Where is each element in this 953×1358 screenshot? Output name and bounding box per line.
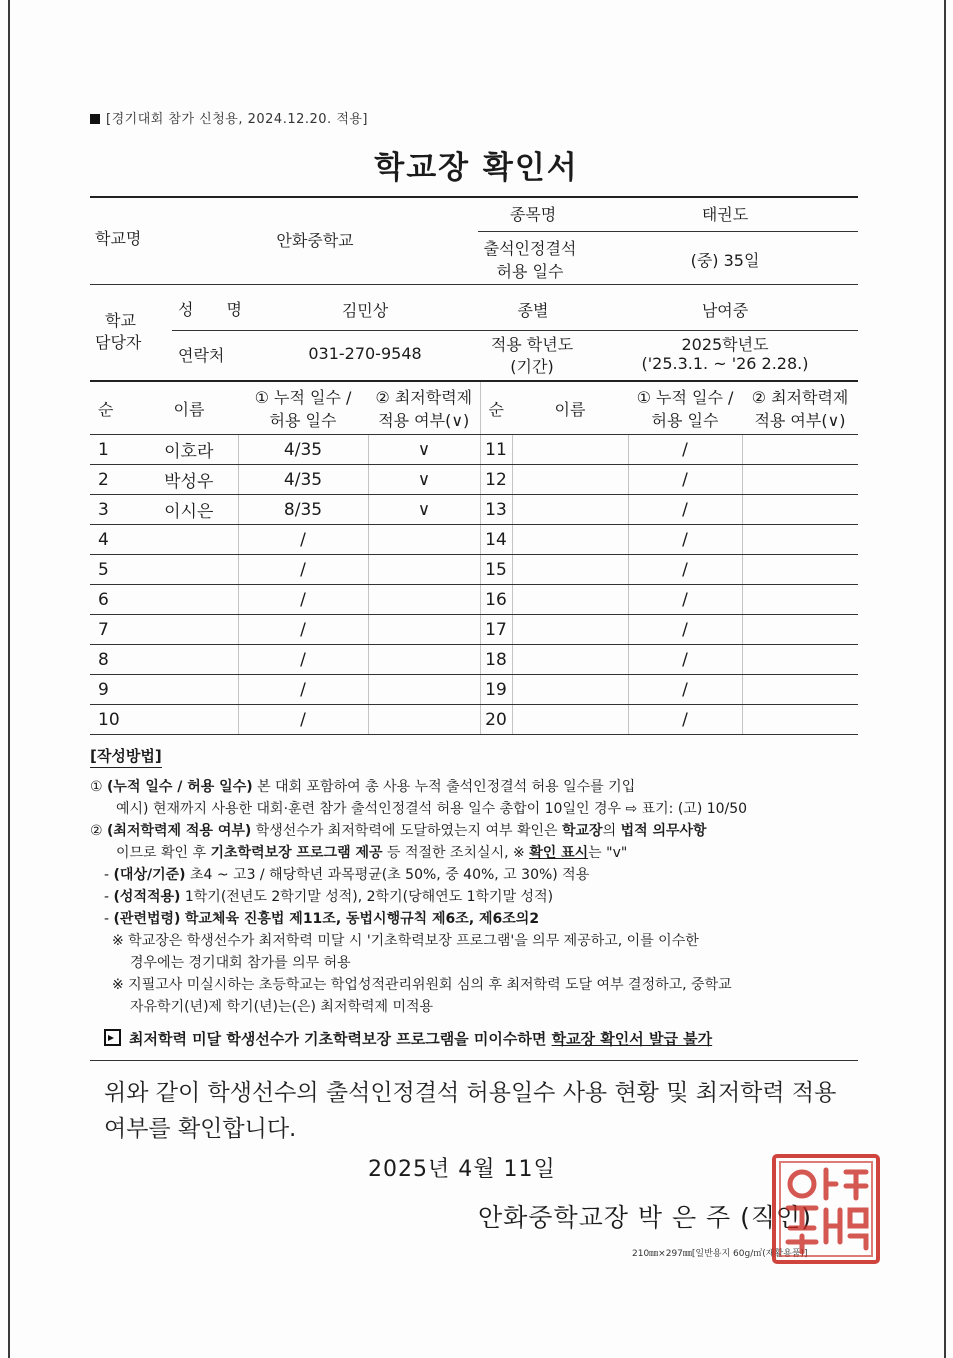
gender-label: 종별 <box>517 301 549 320</box>
table-row <box>90 435 858 465</box>
info-top-border <box>90 196 858 198</box>
col-header-no-right: 순 <box>480 381 512 435</box>
absence-days: / <box>628 615 742 645</box>
detail-3-title: (관련법령) <box>113 911 181 927</box>
min-standard-check: ∨ <box>368 495 480 525</box>
roster-header-row <box>90 381 858 435</box>
row-no: 9 <box>90 675 140 705</box>
guide-note-1b: 경우에는 경기대회 참가를 의무 허용 <box>130 955 351 971</box>
student-name <box>512 585 628 615</box>
manager-label-1: 학교 <box>105 311 136 330</box>
row-no: 6 <box>90 585 140 615</box>
student-name <box>140 585 238 615</box>
min-standard-check <box>742 495 858 525</box>
student-name <box>140 615 238 645</box>
guide-2-continued <box>90 842 860 864</box>
absence-days: / <box>238 675 368 705</box>
guide-2-program: 기초학력보장 프로그램 제공 <box>210 845 383 861</box>
row-no: 17 <box>480 615 512 645</box>
guide-2-text: 학생선수가 최저학력에 도달하였는지 여부 확인은 <box>255 823 558 839</box>
col-header-name-right: 이름 <box>512 381 628 435</box>
min-standard-check <box>368 615 480 645</box>
days-header-line-2: 허용 일수 <box>651 411 719 430</box>
allow-value: (중) 35일 <box>690 251 760 270</box>
school-label: 학교명 <box>95 229 142 248</box>
row-no: 15 <box>480 555 512 585</box>
col-header-days-right <box>628 381 742 435</box>
student-name <box>140 555 238 585</box>
min-standard-check <box>368 675 480 705</box>
col-header-name-left: 이름 <box>140 381 238 435</box>
absence-days: 8/35 <box>238 495 368 525</box>
manager-label-2: 담당자 <box>95 333 142 352</box>
min-standard-check <box>368 525 480 555</box>
row-no: 16 <box>480 585 512 615</box>
absence-days: / <box>628 555 742 585</box>
min-standard-check <box>742 615 858 645</box>
guide-2-principal: 학교장 <box>562 823 603 839</box>
allow-label-1: 출석인정결석 <box>483 239 577 258</box>
guide-note-1a: ※ 학교장은 학생선수가 최저학력 미달 시 '기초학력보장 프로그램'을 의무 제공하고, 이를 이수한 <box>112 933 699 949</box>
row-no: 19 <box>480 675 512 705</box>
table-row <box>90 615 858 645</box>
warning-emphasis: 학교장 확인서 발급 불가 <box>551 1030 713 1048</box>
row-no: 20 <box>480 705 512 735</box>
guide-2-duty: 법적 의무사항 <box>620 823 707 839</box>
row-no: 2 <box>90 465 140 495</box>
row-no: 18 <box>480 645 512 675</box>
student-name <box>512 525 628 555</box>
year-label-2: (기간) <box>510 357 554 376</box>
guide-1-text: 본 대회 포함하여 총 사용 누적 출석인정결석 허용 일수를 기입 <box>257 779 636 795</box>
circle-2-mark: ② <box>90 823 103 839</box>
min-header-line-2: 적용 여부(∨) <box>754 411 846 430</box>
year-value-2: ('25.3.1. ~ '26 2.28.) <box>641 354 809 373</box>
warning-line <box>104 1028 712 1049</box>
detail-1-title: (대상/기준) <box>113 867 186 883</box>
guide-detail-1: - (대상/기준) 초4 ~ 고3 / 해당학년 과목평균(초 50%, 중 40%, 고 30%) 적용 <box>104 867 590 883</box>
issue-date: 2025년 4월 11일 <box>368 1157 556 1182</box>
year-value-1: 2025학년도 <box>681 335 769 354</box>
absence-days: / <box>238 555 368 585</box>
table-row <box>90 645 858 675</box>
table-row <box>90 675 858 705</box>
absence-days: / <box>628 465 742 495</box>
info-divider-2 <box>90 284 858 285</box>
row-no: 3 <box>90 495 140 525</box>
row-no: 1 <box>90 435 140 465</box>
name-label: 성 명 <box>178 300 256 319</box>
event-value: 태권도 <box>701 205 749 224</box>
absence-days: / <box>238 615 368 645</box>
guide-heading: [작성방법] <box>90 745 162 768</box>
student-name <box>512 615 628 645</box>
table-row <box>90 465 858 495</box>
guide-2-title: (최저학력제 적용 여부) <box>107 823 252 839</box>
name-value: 김민상 <box>341 301 389 320</box>
info-divider-1 <box>478 231 858 232</box>
guide-1-title: (누적 일수 / 허용 일수) <box>107 779 253 795</box>
min-header-line-2: 적용 여부(∨) <box>378 411 470 430</box>
year-label-1: 적용 학년도 <box>490 335 574 354</box>
student-name <box>512 465 628 495</box>
min-standard-check <box>742 525 858 555</box>
col-header-min-left <box>368 381 480 435</box>
row-no: 13 <box>480 495 512 525</box>
guide-2-cont-c: 는 "v" <box>588 845 628 861</box>
absence-days: / <box>238 645 368 675</box>
guide-detail-3: - (관련법령) 학교체육 진흥법 제11조, 동법시행규칙 제6조, 제6조의2 <box>104 911 540 927</box>
days-header-line-1: ① 누적 일수 / <box>636 388 734 407</box>
days-header-line-2: 허용 일수 <box>269 411 337 430</box>
table-row <box>90 495 858 525</box>
arrow-box-icon <box>104 1029 121 1046</box>
contact-value: 031-270-9548 <box>308 344 422 363</box>
min-header-line-1: ② 최저학력제 <box>375 388 473 407</box>
student-name <box>140 675 238 705</box>
absence-days: / <box>628 495 742 525</box>
page-title: 학교장 확인서 <box>374 150 579 186</box>
absence-days: / <box>238 705 368 735</box>
absence-days: / <box>238 525 368 555</box>
min-header-line-1: ② 최저학력제 <box>751 388 849 407</box>
student-name <box>140 645 238 675</box>
min-standard-check <box>742 435 858 465</box>
row-no: 7 <box>90 615 140 645</box>
row-no: 12 <box>480 465 512 495</box>
absence-days: / <box>628 675 742 705</box>
school-value: 안화중학교 <box>276 231 354 250</box>
detail-2-title: (성적적용) <box>113 889 181 905</box>
table-row <box>90 525 858 555</box>
absence-days: / <box>628 525 742 555</box>
col-header-days-left <box>238 381 368 435</box>
min-standard-check <box>368 645 480 675</box>
row-no: 5 <box>90 555 140 585</box>
guide-item-2 <box>90 820 860 842</box>
header-note-text: [경기대회 참가 신청용, 2024.12.20. 적용] <box>106 112 369 127</box>
student-name: 이시은 <box>140 495 238 525</box>
guide-2-mark-label: 확인 표시 <box>529 845 589 861</box>
student-name <box>140 705 238 735</box>
detail-2-text: 1학기(전년도 2학기말 성적), 2학기(당해연도 1학기말 성적) <box>184 889 554 905</box>
row-no: 14 <box>480 525 512 555</box>
guide-2-particle: 의 <box>602 823 617 839</box>
table-row <box>90 705 858 735</box>
min-standard-check <box>742 555 858 585</box>
guide-2-cont-b: 등 적절한 조치실시, ※ <box>387 845 525 861</box>
guide-bottom-border <box>90 1060 858 1061</box>
row-no: 8 <box>90 645 140 675</box>
min-standard-check <box>742 705 858 735</box>
warning-text: 최저학력 미달 학생선수가 기초학력보장 프로그램을 미이수하면 <box>129 1030 547 1048</box>
student-name: 박성우 <box>140 465 238 495</box>
student-name <box>512 705 628 735</box>
absence-days: / <box>628 435 742 465</box>
guide-item-1 <box>90 776 860 798</box>
min-standard-check: ∨ <box>368 465 480 495</box>
writing-guide <box>90 745 860 1018</box>
student-name <box>140 525 238 555</box>
absence-days: 4/35 <box>238 435 368 465</box>
guide-note-2a: ※ 지필고사 미실시하는 초등학교는 학업성적관리위원회 심의 후 최저학력 도달 여부 결정하고, 중학교 <box>112 977 732 993</box>
absence-days: / <box>628 585 742 615</box>
table-row <box>90 585 858 615</box>
min-standard-check <box>368 555 480 585</box>
signer-line: 안화중학교장 박 은 주 (직인) <box>478 1203 812 1232</box>
detail-3-text: 학교체육 진흥법 제11조, 동법시행규칙 제6조, 제6조의2 <box>184 911 540 927</box>
header-note <box>90 108 368 127</box>
official-seal-stamp <box>770 1152 882 1266</box>
days-header-line-1: ① 누적 일수 / <box>254 388 352 407</box>
event-label: 종목명 <box>509 205 557 224</box>
absence-days: / <box>628 645 742 675</box>
square-bullet-icon <box>90 114 100 124</box>
col-header-min-right <box>742 381 858 435</box>
confirmation-text: 위와 같이 학생선수의 출석인정결석 허용일수 사용 현황 및 최저학력 적용 여부를 확인합니다. <box>104 1080 837 1142</box>
student-name <box>512 555 628 585</box>
guide-detail-2: - (성적적용) 1학기(전년도 2학기말 성적), 2학기(당해연도 1학기말 성적) <box>104 889 554 905</box>
info-divider-3 <box>172 330 858 331</box>
min-standard-check <box>742 645 858 675</box>
detail-1-text: 초4 ~ 고3 / 해당학년 과목평균(초 50%, 중 40%, 고 30%) 적용 <box>189 867 590 883</box>
min-standard-check <box>368 585 480 615</box>
absence-days: / <box>238 585 368 615</box>
row-no: 4 <box>90 525 140 555</box>
contact-label: 연락처 <box>178 346 225 365</box>
student-name: 이호라 <box>140 435 238 465</box>
student-name <box>512 645 628 675</box>
absence-days: 4/35 <box>238 465 368 495</box>
row-no: 10 <box>90 705 140 735</box>
min-standard-check <box>742 675 858 705</box>
min-standard-check <box>368 705 480 735</box>
absence-days: / <box>628 705 742 735</box>
paper-spec-footer: 210㎜×297㎜[일반용지 60g/㎡(재활용품)] <box>632 1249 808 1259</box>
guide-2-cont-a: 이므로 확인 후 <box>116 845 207 861</box>
student-name <box>512 495 628 525</box>
allow-label-2: 허용 일수 <box>496 262 564 281</box>
min-standard-check: ∨ <box>368 435 480 465</box>
guide-note-2b: 자유학기(년)제 학기(년)는(은) 최저학력제 미적용 <box>130 999 434 1015</box>
student-name <box>512 675 628 705</box>
table-row <box>90 555 858 585</box>
gender-value: 남여중 <box>701 301 749 320</box>
student-name <box>512 435 628 465</box>
circle-1-mark: ① <box>90 779 103 795</box>
min-standard-check <box>742 465 858 495</box>
roster-table <box>90 380 858 735</box>
row-no: 11 <box>480 435 512 465</box>
col-header-no-left: 순 <box>90 381 140 435</box>
min-standard-check <box>742 585 858 615</box>
guide-1-example: 예시) 현재까지 사용한 대회·훈련 참가 출석인정결석 허용 일수 총합이 10일인 경우 ⇨ 표기: (고) 10/50 <box>116 801 748 817</box>
